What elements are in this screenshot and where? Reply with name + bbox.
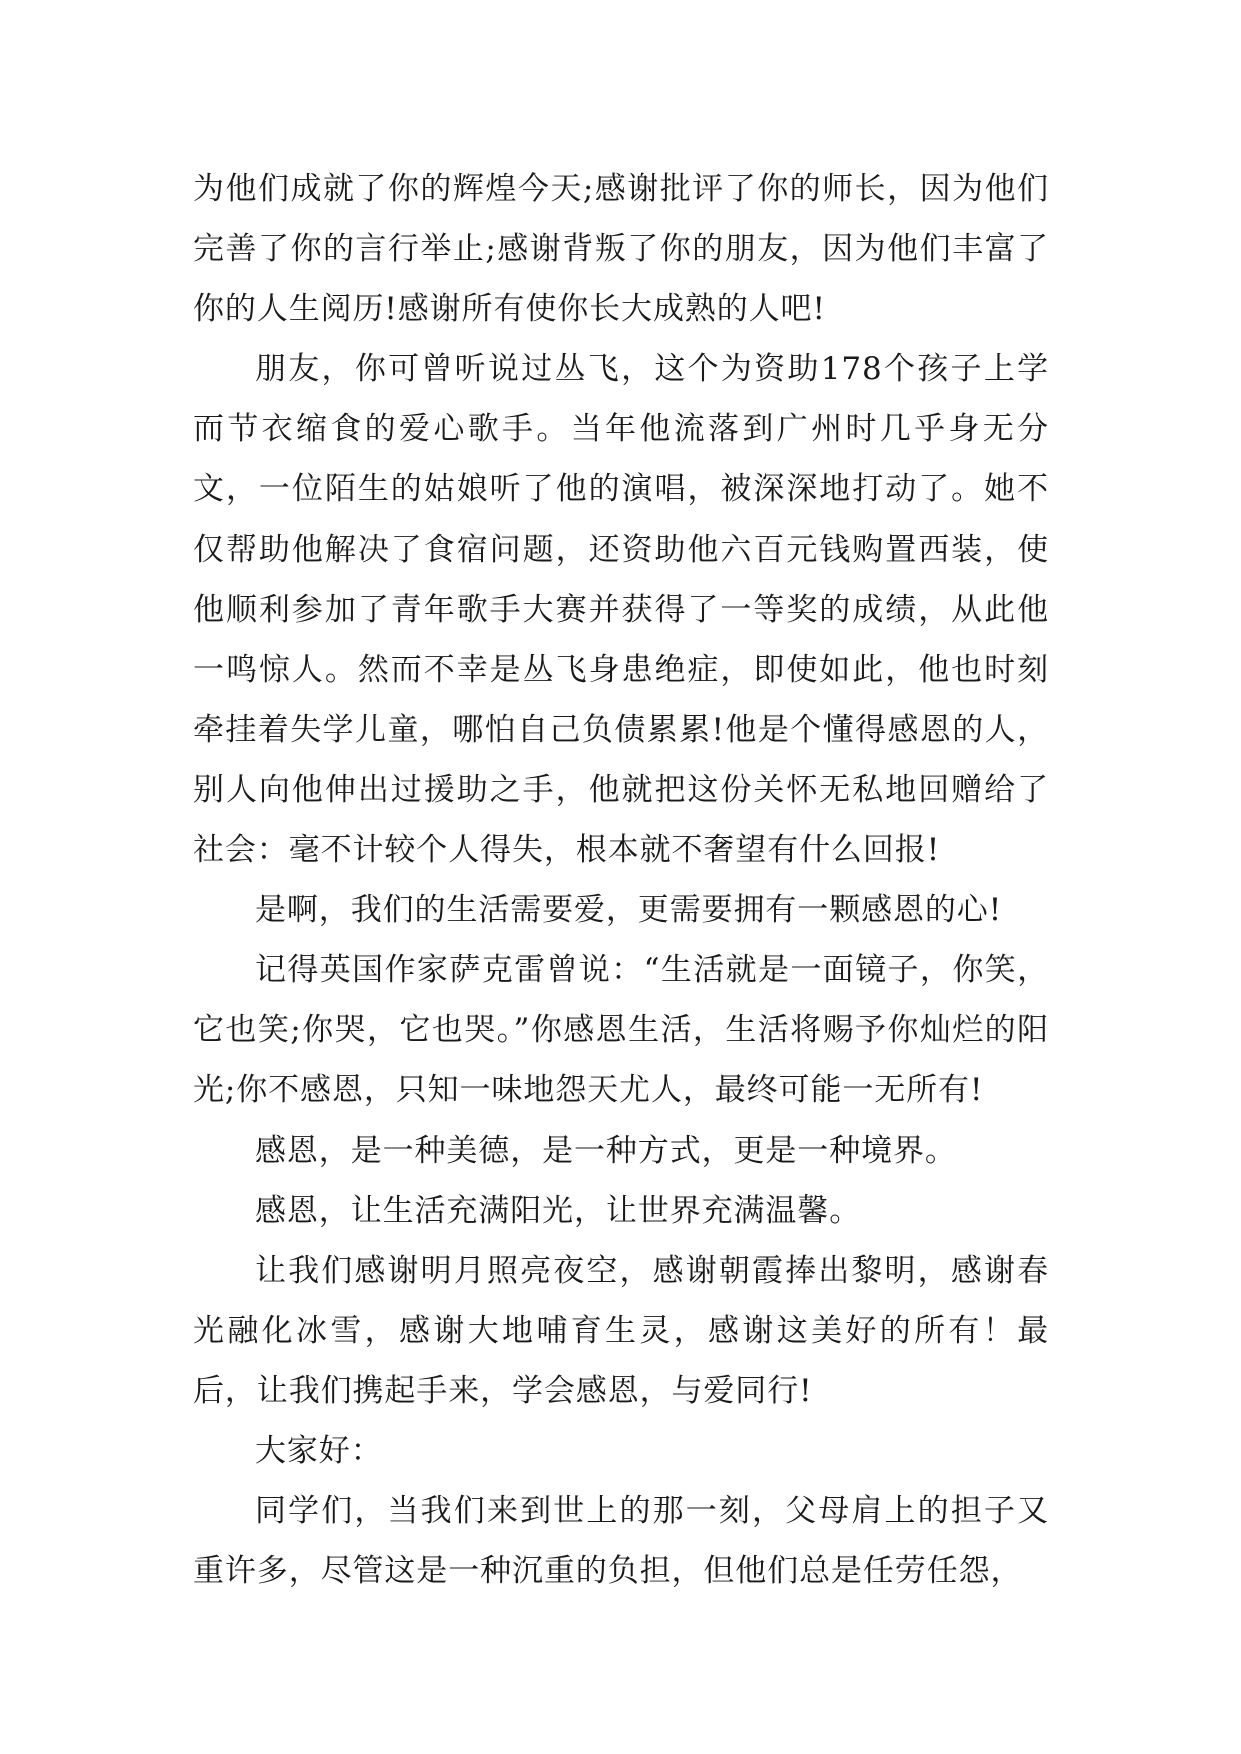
paragraph-8: 大家好： [255,1432,383,1469]
paragraph-2: 朋友，你可曾听说过丛飞，这个为资助178个孩子上学而节衣缩食的爱心歌手。当年他流落到广州时几乎身无分文，一位陌生的姑娘听了他的演唱，被深深地打动了。她不仅帮助他解决了食宿问题，还资助他六百元钱购置西装，使他顺利参加了青年歌手大赛并获得了一等奖的成绩，从此他一鸣惊人。然而不幸是丛飞身患绝症，即使如此，他也时刻牵挂着失学儿童，哪怕自己负债累累!他是个懂得感恩的人，别人向他伸出过援助之手，他就把这份关怀无私地回赠给了社会：毫不计较个人得失，根本就不奢望有什么回报! [193,351,1049,869]
paragraph-5: 感恩，是一种美德，是一种方式，更是一种境界。 [255,1132,957,1169]
document-body [193,159,1049,1601]
paragraph-9: 同学们，当我们来到世上的那一刻，父母肩上的担子又重许多，尽管这是一种沉重的负担，但他们总是任劳任怨， [193,1493,1049,1590]
paragraph-3: 是啊，我们的生活需要爱，更需要拥有一颗感恩的心! [255,892,1003,929]
paragraph-4: 记得英国作家萨克雷曾说：“生活就是一面镜子，你笑，它也笑;你哭，它也哭。”你感恩生活，生活将赐予你灿烂的阳光;你不感恩，只知一味地怨天尤人，最终可能一无所有! [193,952,1049,1109]
paragraph-7: 让我们感谢明月照亮夜空，感谢朝霞捧出黎明，感谢春光融化冰雪，感谢大地哺育生灵，感谢这美好的所有！最后，让我们携起手来，学会感恩，与爱同行! [193,1252,1049,1409]
paragraph-1: 为他们成就了你的辉煌今天;感谢批评了你的师长，因为他们完善了你的言行举止;感谢背叛了你的朋友，因为他们丰富了你的人生阅历!感谢所有使你长大成熟的人吧! [193,171,1049,328]
paragraph-6: 感恩，让生活充满阳光，让世界充满温馨。 [255,1192,862,1229]
